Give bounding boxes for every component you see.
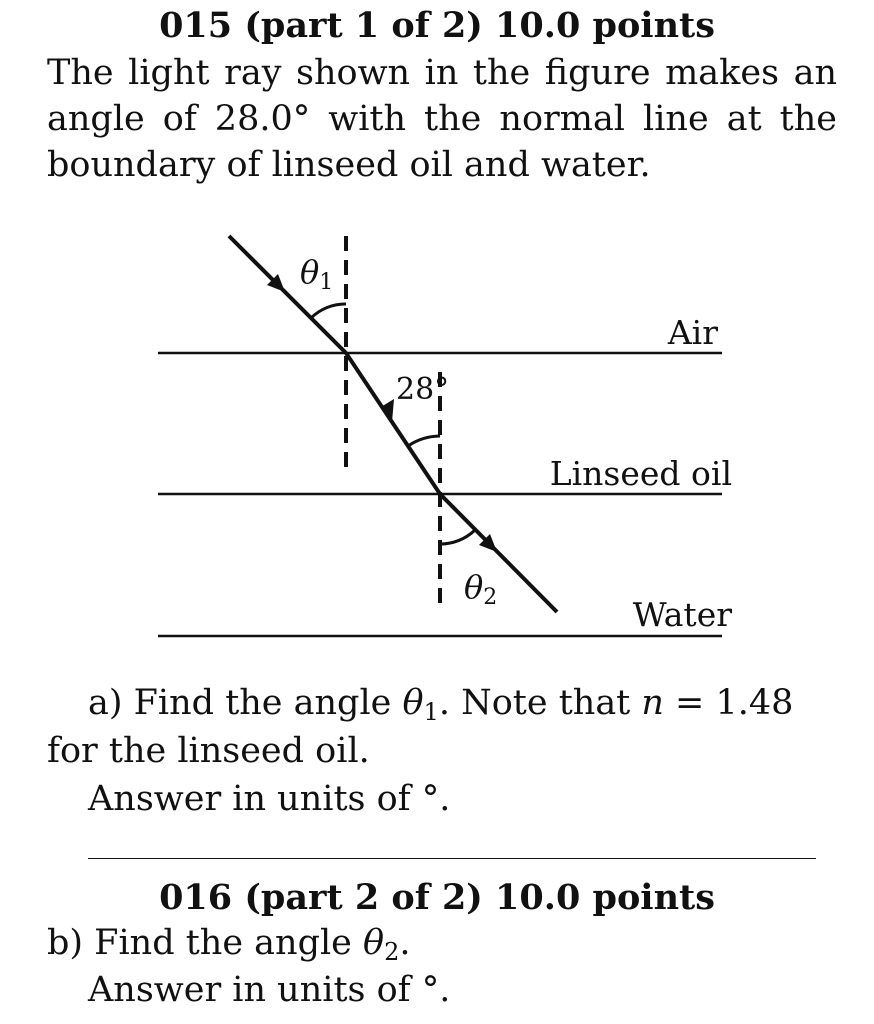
problem1-heading: 015 (part 1 of 2) 10.0 points (159, 5, 715, 46)
section-divider (88, 858, 816, 859)
intro-line-3: boundary of linseed oil and water. (47, 145, 651, 185)
intro-line-1: The light ray shown in the figure makes an (47, 53, 837, 93)
equals-sign: = (663, 683, 716, 723)
question-b-prefix: b) Find the angle (47, 923, 364, 963)
light-ray (229, 236, 557, 612)
theta2-symbol: θ (363, 923, 385, 963)
problem2-heading: 016 (part 2 of 2) 10.0 points (159, 877, 715, 918)
intro-line-2: angle of 28.0° with the normal line at the (47, 99, 837, 139)
n-symbol: n (641, 683, 664, 723)
theta1-subscript: 1 (423, 698, 439, 726)
water-label: Water (632, 595, 732, 634)
question-b-answer-units: Answer in units of °. (88, 970, 451, 1010)
theta1-label: θ1 (300, 253, 334, 295)
theta2-label: θ2 (464, 568, 498, 610)
question-b-suffix: . (399, 923, 411, 963)
question-a-line2: for the linseed oil. (47, 731, 370, 771)
linseed-oil-label: Linseed oil (549, 454, 732, 493)
theta1-symbol: θ (402, 683, 424, 723)
theta1-arc (311, 304, 346, 318)
angle-28-label: 28° (396, 372, 450, 407)
question-a-middle: . Note that (438, 683, 642, 723)
angle28-arc (408, 436, 440, 446)
theta2-subscript: 2 (384, 938, 400, 966)
question-a (88, 680, 838, 735)
theta2-arc (440, 530, 475, 544)
question-a-prefix: a) Find the angle (88, 683, 403, 723)
air-label: Air (667, 313, 718, 352)
question-a-answer-units: Answer in units of °. (88, 779, 451, 819)
n-value: 1.48 (715, 683, 794, 723)
